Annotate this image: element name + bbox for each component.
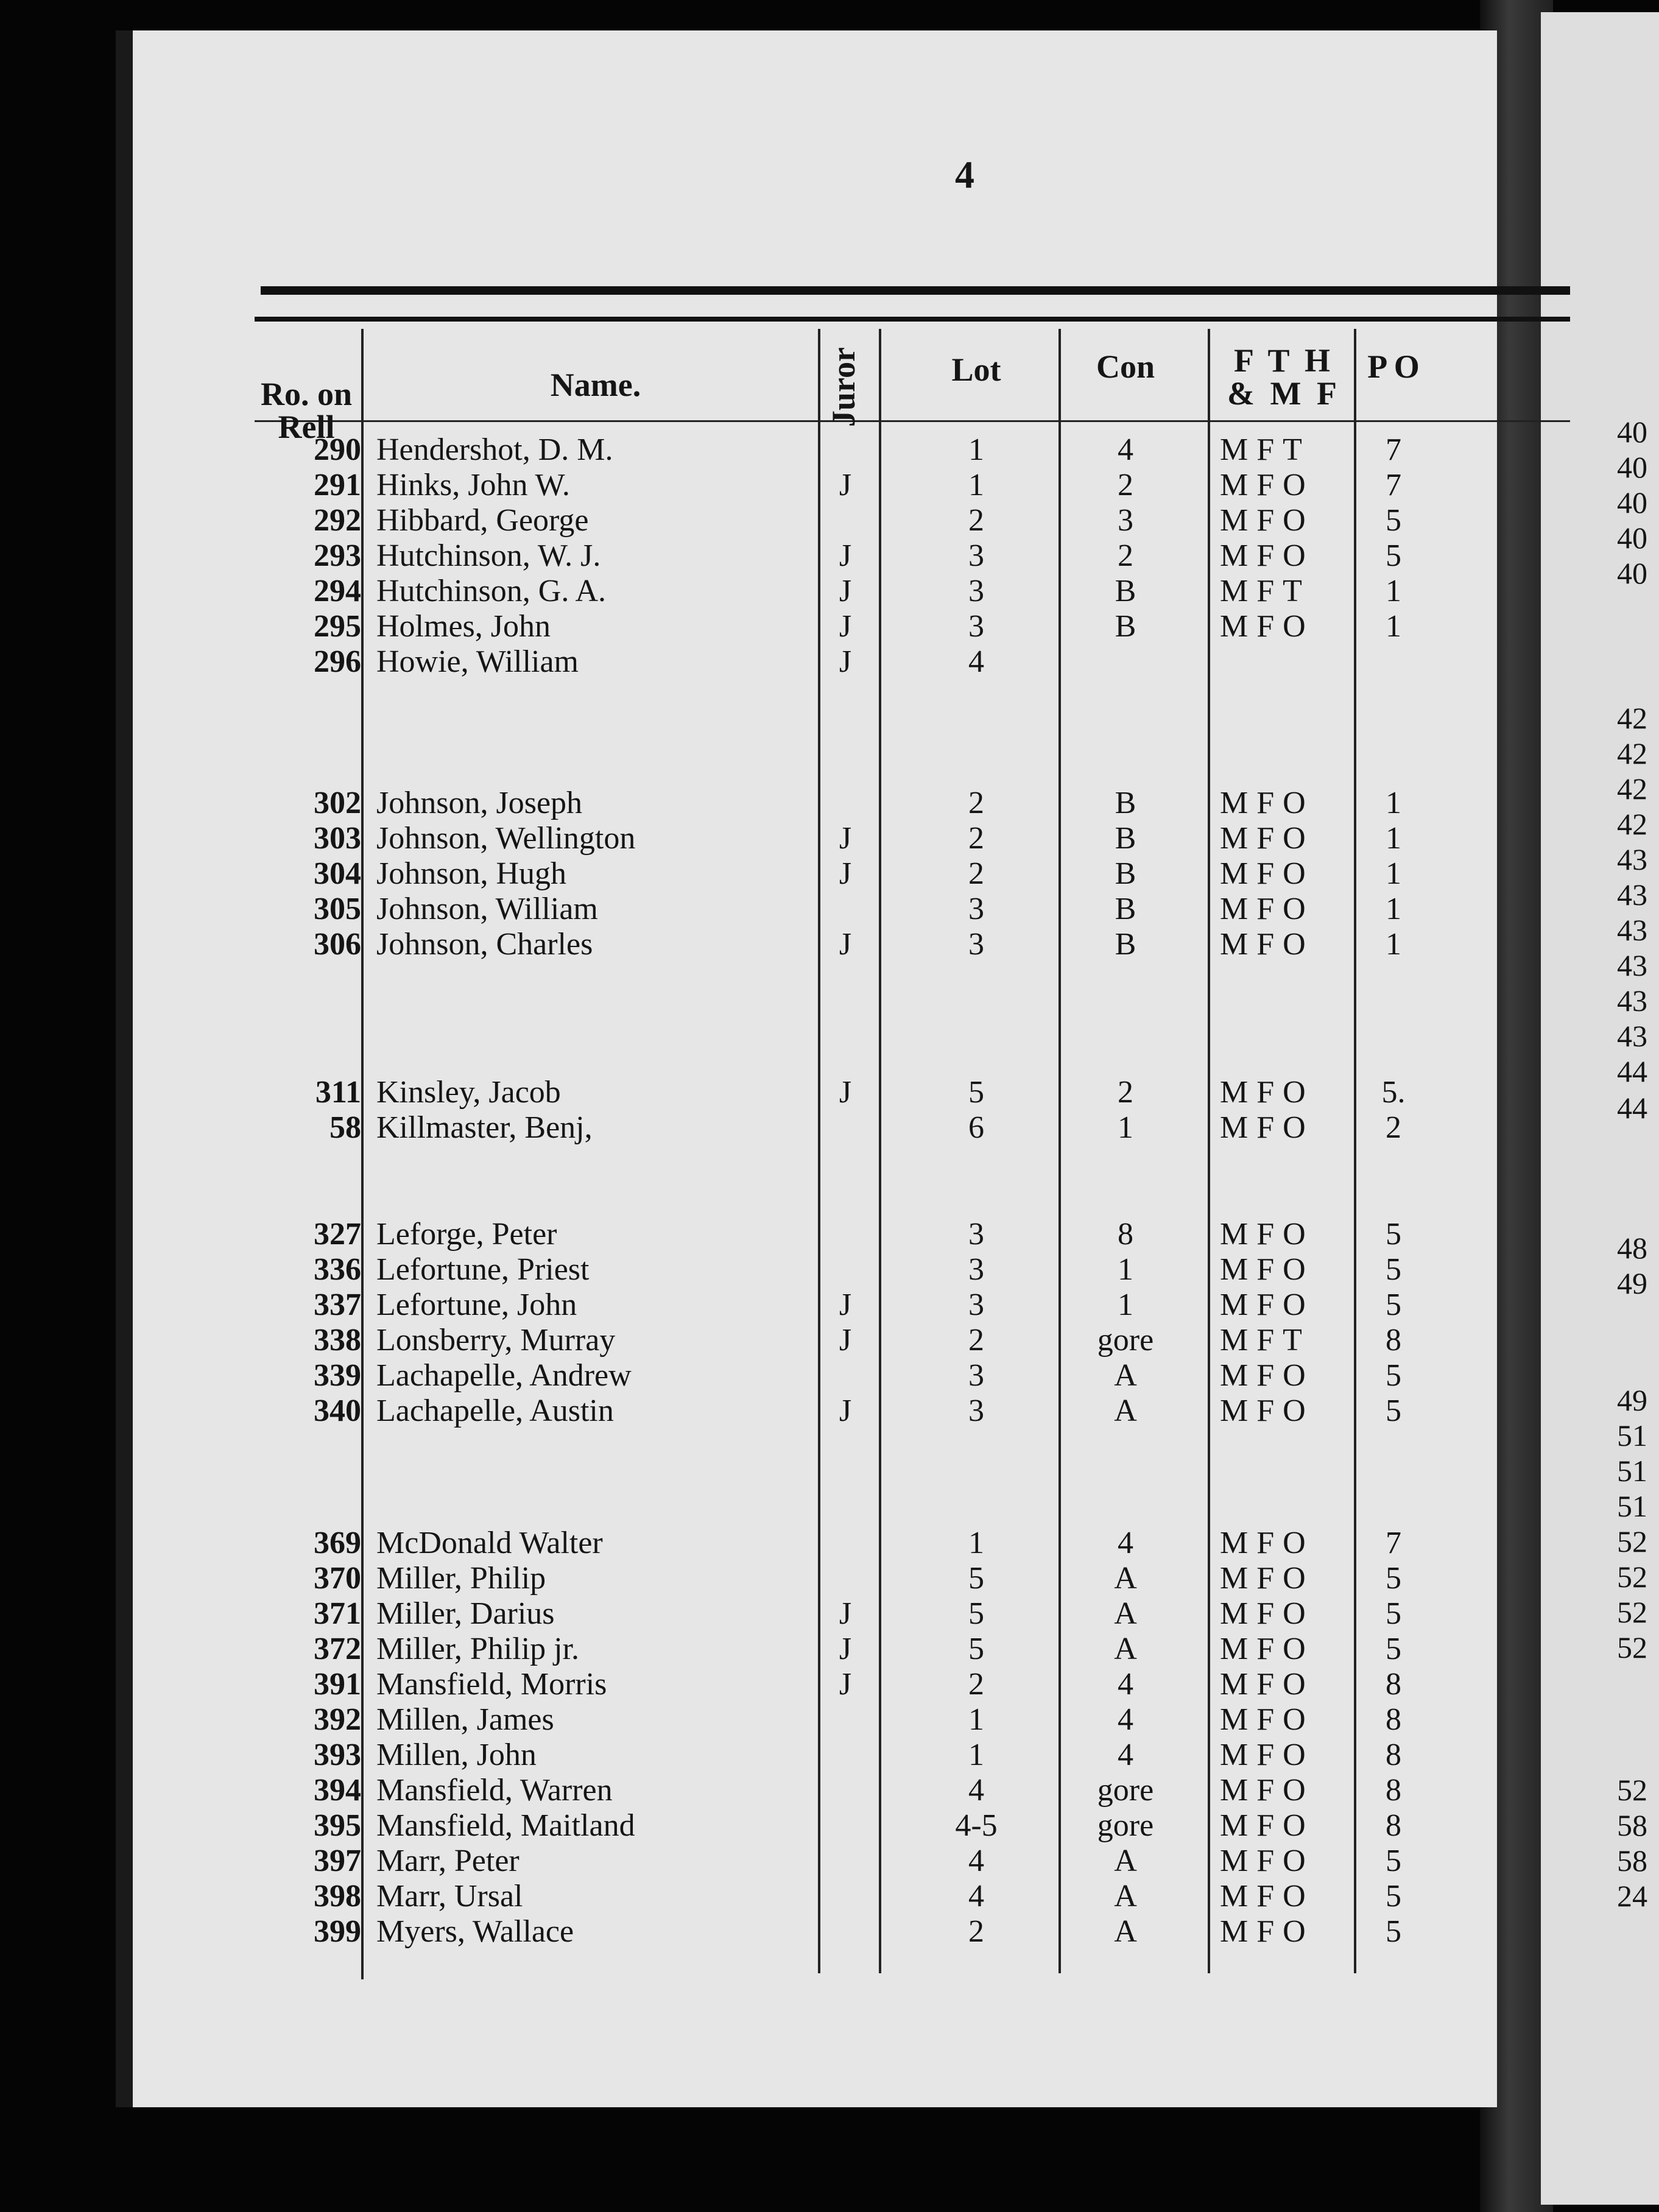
row-name: Hinks, John W. <box>376 468 570 502</box>
row-name: Hendershot, D. M. <box>376 432 613 467</box>
row-name: Lefortune, Priest <box>376 1252 590 1287</box>
row-number: 295 <box>314 609 361 644</box>
row-con: 4 <box>1118 1526 1133 1560</box>
row-number: 302 <box>314 786 361 820</box>
facing-page-number: 40 <box>1617 521 1647 555</box>
row-fth: MFO <box>1220 1358 1314 1393</box>
facing-page-number: 58 <box>1617 1844 1647 1878</box>
header-con: Con <box>1096 348 1155 385</box>
table-row <box>133 1252 1497 1287</box>
facing-page-number: 51 <box>1617 1418 1647 1453</box>
row-con: 8 <box>1118 1217 1133 1252</box>
row-lot: 3 <box>968 1217 984 1252</box>
row-lot: 4 <box>968 1773 984 1808</box>
row-fth: MFO <box>1220 1287 1314 1322</box>
header-rule-bottom <box>255 420 1570 422</box>
row-po: 7 <box>1386 432 1401 467</box>
row-lot: 3 <box>968 1358 984 1393</box>
row-lot: 3 <box>968 1287 984 1322</box>
table-row <box>133 1632 1497 1667</box>
row-con: A <box>1114 1393 1137 1428</box>
row-po: 2 <box>1386 1110 1401 1145</box>
row-name: Miller, Philip <box>376 1561 546 1596</box>
facing-page-number: 40 <box>1617 485 1647 520</box>
header-fth: F T H & M F <box>1227 342 1340 412</box>
row-number: 372 <box>314 1632 361 1666</box>
row-juror: J <box>839 1596 852 1631</box>
row-po: 5 <box>1386 1217 1401 1252</box>
row-number: 305 <box>314 892 361 926</box>
row-juror: J <box>839 1393 852 1428</box>
row-con: gore <box>1097 1773 1154 1808</box>
row-lot: 2 <box>968 1323 984 1358</box>
row-con: 4 <box>1118 432 1133 467</box>
header-name: Name. <box>550 367 641 403</box>
row-lot: 1 <box>968 1702 984 1737</box>
row-fth: MFO <box>1220 1773 1314 1808</box>
row-con: gore <box>1097 1808 1154 1843</box>
facing-page-number: 52 <box>1617 1524 1647 1559</box>
row-po: 5 <box>1386 1252 1401 1287</box>
row-juror: J <box>839 644 852 679</box>
row-po: 7 <box>1386 1526 1401 1560</box>
row-name: Johnson, William <box>376 892 598 926</box>
row-po: 5 <box>1386 1844 1401 1878</box>
facing-page-number: 43 <box>1617 878 1647 912</box>
header-rule-second <box>255 317 1570 322</box>
row-con: 4 <box>1118 1702 1133 1737</box>
row-fth: MFT <box>1220 432 1311 467</box>
row-number: 304 <box>314 856 361 891</box>
row-con: 1 <box>1118 1252 1133 1287</box>
row-lot: 5 <box>968 1075 984 1110</box>
table-row <box>133 609 1497 644</box>
row-number: 395 <box>314 1808 361 1843</box>
table-row <box>133 538 1497 574</box>
facing-page-number: 48 <box>1617 1231 1647 1265</box>
row-juror: J <box>839 1287 852 1322</box>
row-con: A <box>1114 1561 1137 1596</box>
table-row <box>133 1561 1497 1596</box>
row-po: 5 <box>1386 1879 1401 1914</box>
facing-page-number: 43 <box>1617 1019 1647 1053</box>
row-fth: MFO <box>1220 1561 1314 1596</box>
row-fth: MFO <box>1220 1844 1314 1878</box>
row-fth: MFO <box>1220 503 1314 538</box>
facing-page-number: 52 <box>1617 1630 1647 1664</box>
row-po: 5 <box>1386 1596 1401 1631</box>
row-con: A <box>1114 1844 1137 1878</box>
row-con: B <box>1115 786 1136 820</box>
row-fth: MFO <box>1220 468 1314 502</box>
row-name: Howie, William <box>376 644 579 679</box>
row-number: 303 <box>314 821 361 856</box>
row-po: 1 <box>1386 821 1401 856</box>
row-po: 8 <box>1386 1773 1401 1808</box>
row-lot: 3 <box>968 538 984 573</box>
row-po: 8 <box>1386 1702 1401 1737</box>
row-con: 2 <box>1118 1075 1133 1110</box>
table-row <box>133 574 1497 609</box>
row-lot: 2 <box>968 786 984 820</box>
facing-page-number: 51 <box>1617 1454 1647 1488</box>
row-con: B <box>1115 609 1136 644</box>
row-fth: MFO <box>1220 1914 1314 1949</box>
row-name: Leforge, Peter <box>376 1217 557 1252</box>
table-row <box>133 1844 1497 1879</box>
row-lot: 3 <box>968 1393 984 1428</box>
row-name: Killmaster, Benj, <box>376 1110 593 1145</box>
row-lot: 6 <box>968 1110 984 1145</box>
facing-page-number: 49 <box>1617 1266 1647 1300</box>
row-juror: J <box>839 821 852 856</box>
row-number: 392 <box>314 1702 361 1737</box>
row-name: Miller, Darius <box>376 1596 555 1631</box>
row-fth: MFO <box>1220 1879 1314 1914</box>
row-con: 4 <box>1118 1738 1133 1772</box>
row-fth: MFT <box>1220 1323 1311 1358</box>
row-con: gore <box>1097 1323 1154 1358</box>
row-po: 1 <box>1386 892 1401 926</box>
table-row <box>133 1110 1497 1146</box>
row-po: 1 <box>1386 856 1401 891</box>
facing-page-number: 40 <box>1617 450 1647 484</box>
row-name: McDonald Walter <box>376 1526 603 1560</box>
row-fth: MFO <box>1220 786 1314 820</box>
table-row <box>133 1358 1497 1393</box>
row-name: Hibbard, George <box>376 503 589 538</box>
row-number: 369 <box>314 1526 361 1560</box>
table-row <box>133 432 1497 468</box>
row-number: 296 <box>314 644 361 679</box>
row-number: 291 <box>314 468 361 502</box>
row-juror: J <box>839 574 852 608</box>
header-lot: Lot <box>951 351 1001 388</box>
table-row <box>133 1596 1497 1632</box>
facing-page-number: 42 <box>1617 807 1647 841</box>
row-lot: 2 <box>968 856 984 891</box>
row-lot: 3 <box>968 1252 984 1287</box>
row-po: 1 <box>1386 574 1401 608</box>
facing-page-number: 44 <box>1617 1054 1647 1088</box>
row-name: Lachapelle, Austin <box>376 1393 614 1428</box>
table-row <box>133 1526 1497 1561</box>
row-con: 4 <box>1118 1667 1133 1702</box>
row-fth: MFO <box>1220 1110 1314 1145</box>
row-con: B <box>1115 574 1136 608</box>
facing-page-number: 51 <box>1617 1489 1647 1523</box>
row-fth: MFO <box>1220 1596 1314 1631</box>
table-row <box>133 1808 1497 1844</box>
row-number: 370 <box>314 1561 361 1596</box>
row-juror: J <box>839 856 852 891</box>
row-lot: 4 <box>968 644 984 679</box>
table-row <box>133 821 1497 856</box>
row-number: 294 <box>314 574 361 608</box>
row-fth: MFO <box>1220 1217 1314 1252</box>
row-con: A <box>1114 1632 1137 1666</box>
row-lot: 1 <box>968 468 984 502</box>
row-po: 1 <box>1386 927 1401 962</box>
row-number: 393 <box>314 1738 361 1772</box>
row-number: 340 <box>314 1393 361 1428</box>
facing-page-number: 40 <box>1617 415 1647 449</box>
header-no-on-roll: Ro. on Rell <box>260 376 353 445</box>
row-fth: MFO <box>1220 609 1314 644</box>
row-name: Miller, Philip jr. <box>376 1632 580 1666</box>
row-po: 5 <box>1386 538 1401 573</box>
row-po: 5 <box>1386 1393 1401 1428</box>
row-name: Holmes, John <box>376 609 551 644</box>
row-fth: MFO <box>1220 538 1314 573</box>
row-number: 371 <box>314 1596 361 1631</box>
row-fth: MFO <box>1220 1702 1314 1737</box>
row-name: Johnson, Hugh <box>376 856 567 891</box>
row-po: 5 <box>1386 1287 1401 1322</box>
row-po: 8 <box>1386 1323 1401 1358</box>
table-row <box>133 1702 1497 1738</box>
row-fth: MFO <box>1220 1075 1314 1110</box>
table-row <box>133 786 1497 821</box>
row-name: Hutchinson, G. A. <box>376 574 606 608</box>
row-number: 292 <box>314 503 361 538</box>
facing-page-number: 43 <box>1617 948 1647 982</box>
table-row <box>133 1287 1497 1323</box>
table-row <box>133 1217 1497 1252</box>
row-name: Lefortune, John <box>376 1287 577 1322</box>
row-con: 3 <box>1118 503 1133 538</box>
row-name: Marr, Peter <box>376 1844 520 1878</box>
row-number: 337 <box>314 1287 361 1322</box>
table-row <box>133 856 1497 892</box>
row-number: 290 <box>314 432 361 467</box>
table-row <box>133 1393 1497 1429</box>
table-row <box>133 1075 1497 1110</box>
row-lot: 1 <box>968 1738 984 1772</box>
table-row <box>133 892 1497 927</box>
facing-page-number: 24 <box>1617 1879 1647 1913</box>
page-number: 4 <box>955 153 974 196</box>
facing-page-number: 43 <box>1617 984 1647 1018</box>
table-row <box>133 1914 1497 1950</box>
table-row <box>133 1667 1497 1702</box>
row-fth: MFO <box>1220 1393 1314 1428</box>
row-name: Lachapelle, Andrew <box>376 1358 632 1393</box>
row-juror: J <box>839 609 852 644</box>
facing-page-number: 52 <box>1617 1595 1647 1629</box>
row-con: A <box>1114 1879 1137 1914</box>
row-po: 1 <box>1386 786 1401 820</box>
row-fth: MFO <box>1220 927 1314 962</box>
row-name: Hutchinson, W. J. <box>376 538 601 573</box>
row-number: 398 <box>314 1879 361 1914</box>
row-con: 1 <box>1118 1110 1133 1145</box>
row-name: Johnson, Charles <box>376 927 593 962</box>
row-con: 1 <box>1118 1287 1133 1322</box>
row-po: 8 <box>1386 1738 1401 1772</box>
table-row <box>133 1773 1497 1808</box>
row-lot: 3 <box>968 574 984 608</box>
facing-page-number: 49 <box>1617 1383 1647 1417</box>
row-number: 338 <box>314 1323 361 1358</box>
row-lot: 4 <box>968 1844 984 1878</box>
row-con: A <box>1114 1596 1137 1631</box>
row-fth: MFO <box>1220 821 1314 856</box>
header-rule-top <box>261 286 1570 295</box>
row-name: Johnson, Joseph <box>376 786 583 820</box>
row-po: 8 <box>1386 1667 1401 1702</box>
row-name: Kinsley, Jacob <box>376 1075 561 1110</box>
row-lot: 3 <box>968 609 984 644</box>
row-number: 293 <box>314 538 361 573</box>
row-juror: J <box>839 1323 852 1358</box>
row-name: Millen, James <box>376 1702 554 1737</box>
facing-page-number: 43 <box>1617 842 1647 876</box>
row-name: Mansfield, Warren <box>376 1773 613 1808</box>
table-row <box>133 1738 1497 1773</box>
row-con: B <box>1115 927 1136 962</box>
row-juror: J <box>839 927 852 962</box>
row-number: 394 <box>314 1773 361 1808</box>
facing-page-number: 40 <box>1617 556 1647 590</box>
facing-page-number: 42 <box>1617 736 1647 770</box>
row-fth: MFO <box>1220 1252 1314 1287</box>
row-juror: J <box>839 468 852 502</box>
row-po: 5 <box>1386 1914 1401 1949</box>
row-po: 1 <box>1386 609 1401 644</box>
row-fth: MFO <box>1220 1526 1314 1560</box>
register-page <box>116 30 1497 2107</box>
header-po: P O <box>1367 348 1420 385</box>
row-number: 327 <box>314 1217 361 1252</box>
facing-page-number: 42 <box>1617 772 1647 806</box>
row-number: 397 <box>314 1844 361 1878</box>
facing-page-number: 58 <box>1617 1808 1647 1842</box>
row-con: B <box>1115 821 1136 856</box>
row-number: 306 <box>314 927 361 962</box>
row-juror: J <box>839 538 852 573</box>
row-number: 399 <box>314 1914 361 1949</box>
row-number: 311 <box>315 1075 361 1110</box>
facing-page-number: 52 <box>1617 1773 1647 1807</box>
row-con: 2 <box>1118 468 1133 502</box>
row-fth: MFO <box>1220 892 1314 926</box>
facing-page-number: 42 <box>1617 701 1647 735</box>
row-name: Myers, Wallace <box>376 1914 574 1949</box>
row-po: 5. <box>1381 1075 1406 1110</box>
header-juror: Juror <box>825 347 862 427</box>
row-con: A <box>1114 1358 1137 1393</box>
row-name: Mansfield, Maitland <box>376 1808 635 1843</box>
table-row <box>133 1323 1497 1358</box>
table-row <box>133 468 1497 503</box>
row-lot: 2 <box>968 1667 984 1702</box>
row-number: 339 <box>314 1358 361 1393</box>
row-lot: 4 <box>968 1879 984 1914</box>
row-po: 5 <box>1386 1632 1401 1666</box>
row-con: B <box>1115 892 1136 926</box>
table-row <box>133 1879 1497 1914</box>
row-po: 8 <box>1386 1808 1401 1843</box>
table-row <box>133 927 1497 962</box>
facing-page-number: 52 <box>1617 1560 1647 1594</box>
row-number: 336 <box>314 1252 361 1287</box>
facing-page-number: 44 <box>1617 1091 1647 1125</box>
row-lot: 5 <box>968 1632 984 1666</box>
facing-page-number: 43 <box>1617 913 1647 947</box>
row-lot: 3 <box>968 927 984 962</box>
row-lot: 4-5 <box>955 1808 998 1843</box>
row-po: 7 <box>1386 468 1401 502</box>
row-po: 5 <box>1386 1358 1401 1393</box>
row-name: Lonsberry, Murray <box>376 1323 616 1358</box>
row-lot: 2 <box>968 503 984 538</box>
row-con: B <box>1115 856 1136 891</box>
row-lot: 2 <box>968 821 984 856</box>
row-con: 2 <box>1118 538 1133 573</box>
row-number: 391 <box>314 1667 361 1702</box>
row-po: 5 <box>1386 1561 1401 1596</box>
table-row <box>133 503 1497 538</box>
row-con: A <box>1114 1914 1137 1949</box>
row-lot: 1 <box>968 432 984 467</box>
table-row <box>133 644 1497 680</box>
row-juror: J <box>839 1075 852 1110</box>
row-juror: J <box>839 1667 852 1702</box>
row-lot: 3 <box>968 892 984 926</box>
row-fth: MFO <box>1220 1667 1314 1702</box>
row-fth: MFO <box>1220 1632 1314 1666</box>
row-lot: 5 <box>968 1561 984 1596</box>
row-fth: MFO <box>1220 1738 1314 1772</box>
row-fth: MFO <box>1220 1808 1314 1843</box>
row-fth: MFO <box>1220 856 1314 891</box>
row-name: Johnson, Wellington <box>376 821 636 856</box>
row-name: Marr, Ursal <box>376 1879 523 1914</box>
row-lot: 2 <box>968 1914 984 1949</box>
row-po: 5 <box>1386 503 1401 538</box>
row-fth: MFT <box>1220 574 1311 608</box>
row-number: 58 <box>329 1110 361 1145</box>
row-lot: 1 <box>968 1526 984 1560</box>
row-name: Mansfield, Morris <box>376 1667 607 1702</box>
row-juror: J <box>839 1632 852 1666</box>
row-lot: 5 <box>968 1596 984 1631</box>
row-name: Millen, John <box>376 1738 537 1772</box>
